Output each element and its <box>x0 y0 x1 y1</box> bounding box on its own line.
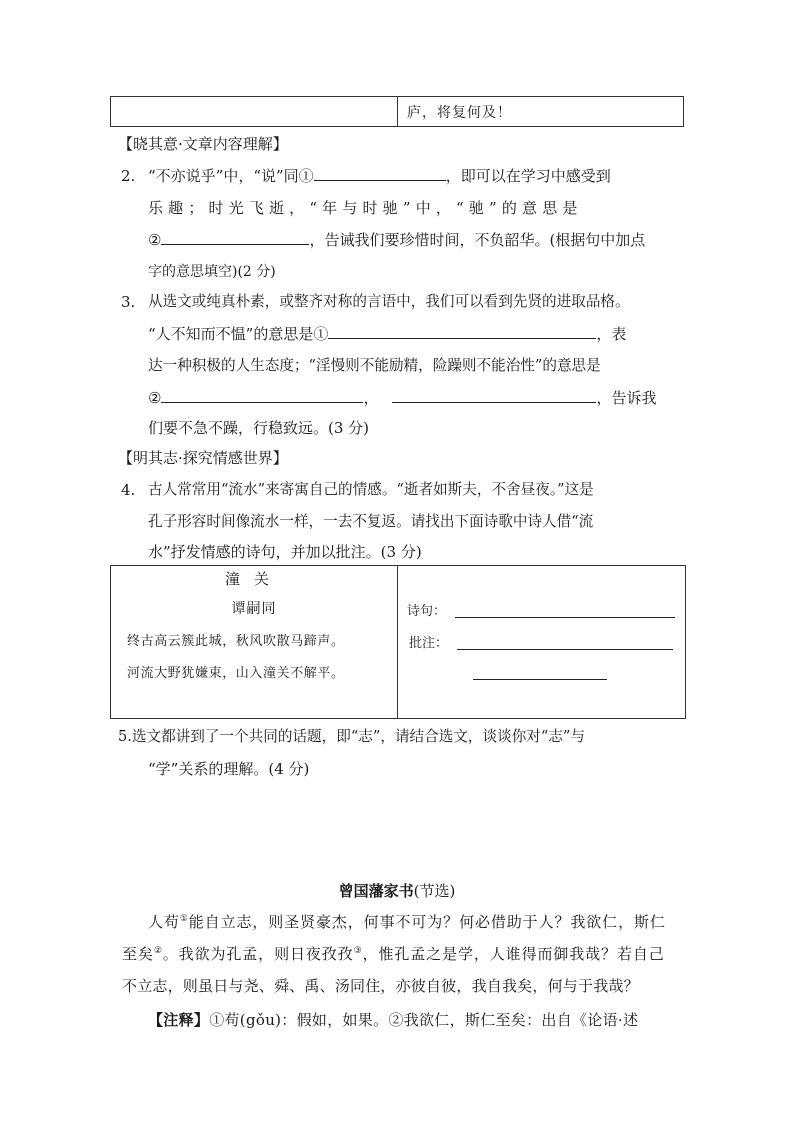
section-heading-emotion: 【明其志·探究情感世界】 <box>118 449 288 467</box>
article-line-2-a: 至矣 <box>122 945 154 963</box>
q3-line2-text-b: ，表 <box>596 325 627 343</box>
footnote-marker-2: ② <box>153 946 163 956</box>
q3-line4-text-a: ② <box>148 389 162 407</box>
answer-label-verse: 诗句： <box>407 604 447 619</box>
q3-line3: 达一种积极的人生态度；“淫慢则不能励精，险躁则不能治性”的意思是 <box>148 357 601 374</box>
article-line-2-c: ，惟孔孟之是学，人谁得而御我哉？若自己 <box>362 945 665 963</box>
q2-line3-text-b: ，告诫我们要珍惜时间，不负韶华。(根据句中加点 <box>309 231 646 249</box>
q3-line2 <box>148 324 626 344</box>
article-line-3: 不立志，则虽日与尧、舜、禹、汤同住，亦彼自彼，我自我矣，何与于我哉？ <box>122 977 639 995</box>
q3-line4-text-c: ，告诉我 <box>596 389 657 407</box>
top-table <box>110 96 684 127</box>
footnote-marker-3: ③ <box>353 946 363 956</box>
q3-blank-1[interactable] <box>328 324 596 339</box>
notes-label: 【注释】 <box>148 1011 210 1029</box>
q3-line4 <box>148 388 656 408</box>
answer-blank-verse[interactable] <box>455 616 675 618</box>
q4-line3: 水”抒发情感的诗句，并加以批注。(3 分) <box>148 543 422 561</box>
poem-table <box>110 565 686 719</box>
q4-number: 4. <box>121 481 136 499</box>
poem-line-1: 终古高云簇此城，秋风吹散马蹄声。 <box>127 634 345 649</box>
footnote-marker-1: ① <box>179 914 189 924</box>
q2-blank-2[interactable] <box>161 230 309 245</box>
article-line-1-a: 人苟 <box>148 913 180 931</box>
article-title <box>0 880 794 901</box>
q2-line3 <box>148 230 645 250</box>
poem-title: 潼关 <box>224 570 283 588</box>
q5-line2: “学”关系的理解。(4 分) <box>148 760 310 778</box>
q3-number: 3. <box>121 293 136 311</box>
poem-line-2: 河流大野犹嫌束，山入潼关不解平。 <box>127 666 345 681</box>
article-line-1 <box>148 912 666 932</box>
q2-line1 <box>148 166 611 186</box>
q2-line2: 乐 趣 ； 时 光 飞 逝 ， “ 年 与 时 驰 ” 中 ， “ 驰 ” 的 意 思 是 <box>148 199 578 217</box>
poem-author: 谭嗣同 <box>231 601 277 617</box>
q3-line2-text-a: “人不知而不愠”的意思是① <box>148 325 329 343</box>
q2-line1-text-b: ，即可以在学习中感受到 <box>445 167 611 185</box>
article-notes <box>148 1010 638 1030</box>
article-line-2 <box>122 944 665 964</box>
q2-line4: 字的意思填空)(2 分) <box>148 264 276 280</box>
q2-line3-text-a: ② <box>148 231 162 249</box>
article-line-1-b: 能自立志，则圣贤豪杰，何事不可为？何必借助于人？我欲仁，斯仁 <box>188 913 666 931</box>
q2-line1-text-a: “不亦说乎”中，“说”同① <box>148 167 314 185</box>
answer-blank-annotation-2[interactable] <box>473 678 607 680</box>
q2-number: 2. <box>121 167 136 185</box>
article-line-2-b: 。我欲为孔孟，则日夜孜孜 <box>162 945 354 963</box>
q3-line5: 们要不急不躁，行稳致远。(3 分) <box>148 419 370 437</box>
answer-blank-annotation-1[interactable] <box>457 648 673 650</box>
article-title-suffix: (节选) <box>413 882 456 900</box>
table-right-cell: 庐，将复何及！ <box>407 105 512 121</box>
q3-line4-text-b: ， <box>363 389 379 407</box>
q2-blank-1[interactable] <box>314 166 446 181</box>
q3-blank-3[interactable] <box>392 388 596 403</box>
table-divider <box>397 97 398 126</box>
q3-line1: 从选文或纯真朴素，或整齐对称的言语中，我们可以看到先贤的进取品格。 <box>148 293 630 310</box>
q4-line1: 古人常常用“流水”来寄寓自己的情感。“逝者如斯夫，不舍昼夜。”这是 <box>148 481 594 498</box>
notes-text: ①苟(gǒu)：假如，如果。②我欲仁，斯仁至矣：出自《论语·述 <box>209 1011 639 1029</box>
article-title-main: 曾国藩家书 <box>338 882 414 900</box>
q3-blank-2[interactable] <box>161 388 363 403</box>
answer-label-annotation: 批注： <box>409 636 449 651</box>
q4-line2: 孔子形容时间像流水一样，一去不复返。请找出下面诗歌中诗人借“流 <box>148 513 594 530</box>
q5-line1: 5.选文都讲到了一个共同的话题，即“志”，请结合选文，谈谈你对“志”与 <box>118 728 585 745</box>
section-heading-understanding: 【晓其意·文章内容理解】 <box>118 135 288 153</box>
poem-table-divider <box>397 566 398 718</box>
